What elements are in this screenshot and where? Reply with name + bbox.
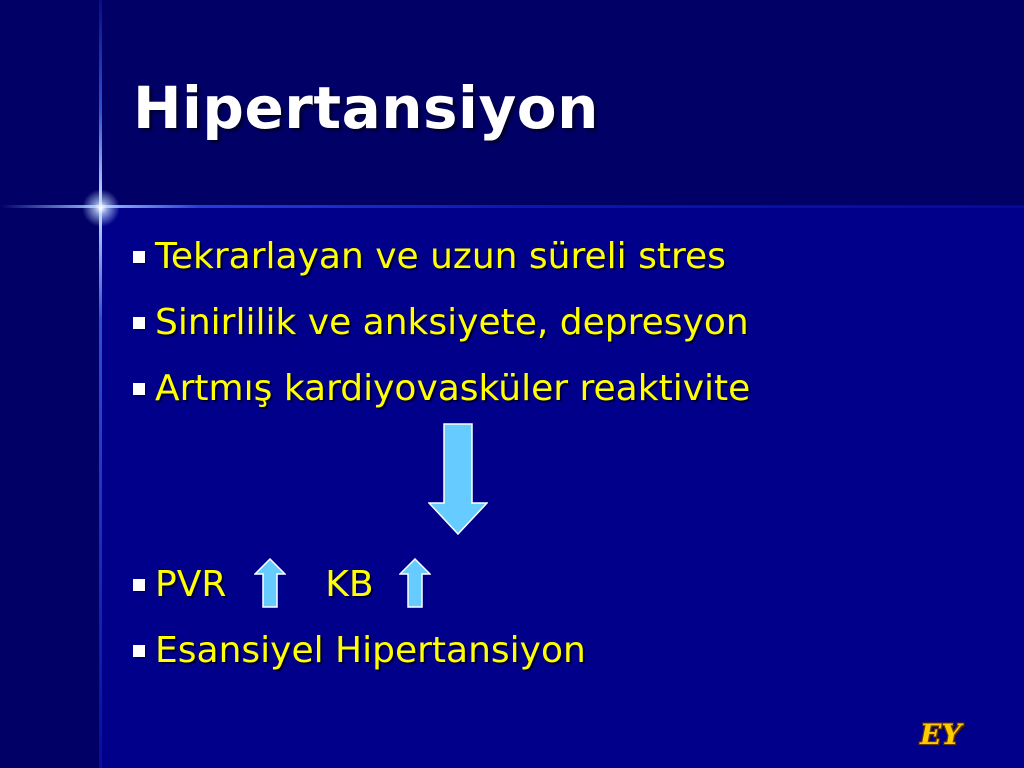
bullet-text: Artmış kardiyovasküler reaktivite — [155, 368, 751, 409]
cross-glow-decoration — [82, 189, 120, 227]
bullet-square-icon — [133, 317, 145, 329]
bullet-text: Esansiyel Hipertansiyon — [155, 630, 586, 671]
horizontal-divider-line — [0, 205, 1024, 208]
down-arrow-icon — [428, 423, 488, 535]
bullet-square-icon — [133, 645, 145, 657]
logo: EY — [920, 718, 962, 751]
bullet-square-icon — [133, 383, 145, 395]
bullet-text: Sinirlilik ve anksiyete, depresyon — [155, 302, 749, 343]
bullet-square-icon — [133, 251, 145, 263]
left-band — [0, 0, 100, 768]
bullet-square-icon — [133, 579, 145, 591]
up-arrow-icon — [399, 558, 431, 608]
pvr-label: PVR — [155, 564, 227, 605]
bullet-item — [133, 226, 726, 288]
bullet-item — [133, 620, 586, 682]
bullet-item — [133, 292, 749, 354]
slide-title: Hipertansiyon — [133, 74, 599, 142]
vertical-divider-line — [99, 0, 102, 768]
bullet-item-pvr-kb — [133, 554, 431, 616]
up-arrow-icon — [254, 558, 286, 608]
kb-label: KB — [325, 564, 374, 605]
bullet-text: Tekrarlayan ve uzun süreli stres — [155, 236, 726, 277]
bullet-item — [133, 358, 750, 420]
